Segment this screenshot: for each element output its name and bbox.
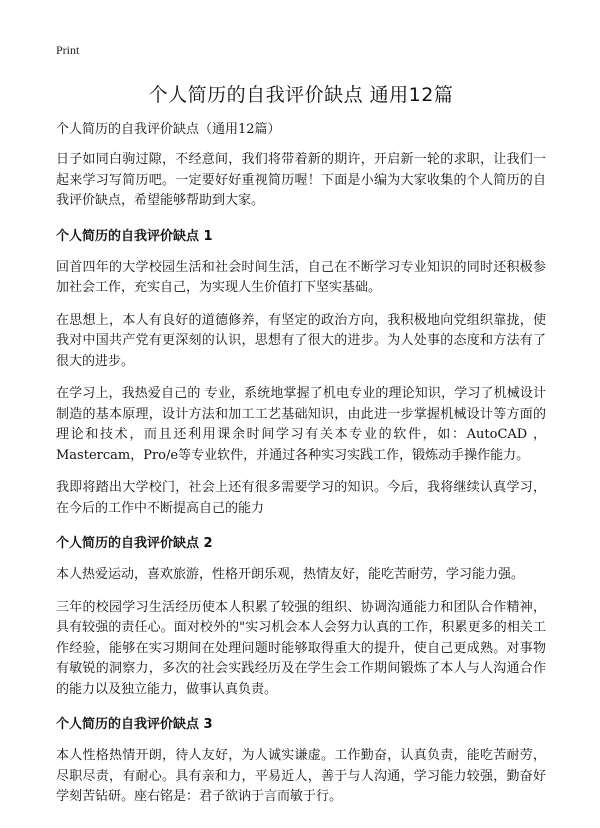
section-paragraph: 在思想上，本人有良好的道德修养，有坚定的政治方向，我积极地向党组织靠拢，使我对中国共产党有更深刻的认识，思想有了很大的进步。为人处事的态度和方法有了很大的进步。 xyxy=(56,312,546,369)
section-2 xyxy=(56,535,546,700)
section-paragraph: 回首四年的大学校园生活和社会时间生活，自己在不断学习专业知识的同时还积极参加社会工作，充实自己，为实现人生价值打下坚实基础。 xyxy=(56,259,546,295)
section-paragraph: 在学习上，我热爱自己的 专业，系统地掌握了机电专业的理论知识，学习了机械设计制造的基本原理，设计方法和加工工艺基础知识，由此进一步掌握机械设计等方面的理论和技术，而且还利用课余时间学习有关本专业的软件，如：AutoCAD ，Mastercam，Pro/e等专业软件，并通过各种实习实践工作，锻炼动手操作能力。 xyxy=(56,386,546,463)
document-title: 个人简历的自我评价缺点 通用12篇 xyxy=(148,84,454,106)
section-paragraph: 我即将踏出大学校门，社会上还有很多需要学习的知识。今后，我将继续认真学习，在今后的工作中不断提高自己的能力 xyxy=(56,480,546,516)
section-heading: 个人简历的自我评价缺点 1 xyxy=(56,228,213,244)
section-paragraph: 三年的校园学习生活经历使本人积累了较强的组织、协调沟通能力和团队合作精神，具有较强的责任心。面对校外的"实习机会本人会努力认真的工作，积累更多的相关工作经验，能够在实习期间在处理问题时能够取得重大的提升，使自己更成熟。对事物有敏锐的洞察力，多次的社会实践经历及在学生会工作期间锻炼了本人与人沟通合作的能力以及独立能力，做事认真负责。 xyxy=(56,599,546,697)
section-heading: 个人简历的自我评价缺点 2 xyxy=(56,536,213,551)
section-paragraph: 本人热爱运动，喜欢旅游，性格开朗乐观，热情友好，能吃苦耐劳，学习能力强。 xyxy=(56,567,525,582)
section-1 xyxy=(56,228,546,520)
print-label: Print xyxy=(56,43,80,57)
section-3 xyxy=(56,716,546,808)
section-heading: 个人简历的自我评价缺点 3 xyxy=(56,717,213,732)
section-paragraph: 本人性格热情开朗，待人友好，为人诚实谦虚。工作勤奋，认真负责，能吃苦耐劳，尽职尽责，有耐心。具有亲和力，平易近人，善于与人沟通，学习能力较强，勤奋好学刻苦钻研。座右铭是：君子欲讷于言而敏于行。 xyxy=(56,748,546,804)
document-subtitle: 个人简历的自我评价缺点（通用12篇） xyxy=(56,122,281,137)
intro-paragraph: 日子如同白驹过隙，不经意间，我们将带着新的期许，开启新一轮的求职，让我们一起来学习写简历吧。一定要好好重视简历喔！下面是小编为大家收集的个人简历的自我评价缺点，希望能够帮助到大家。 xyxy=(56,152,546,208)
